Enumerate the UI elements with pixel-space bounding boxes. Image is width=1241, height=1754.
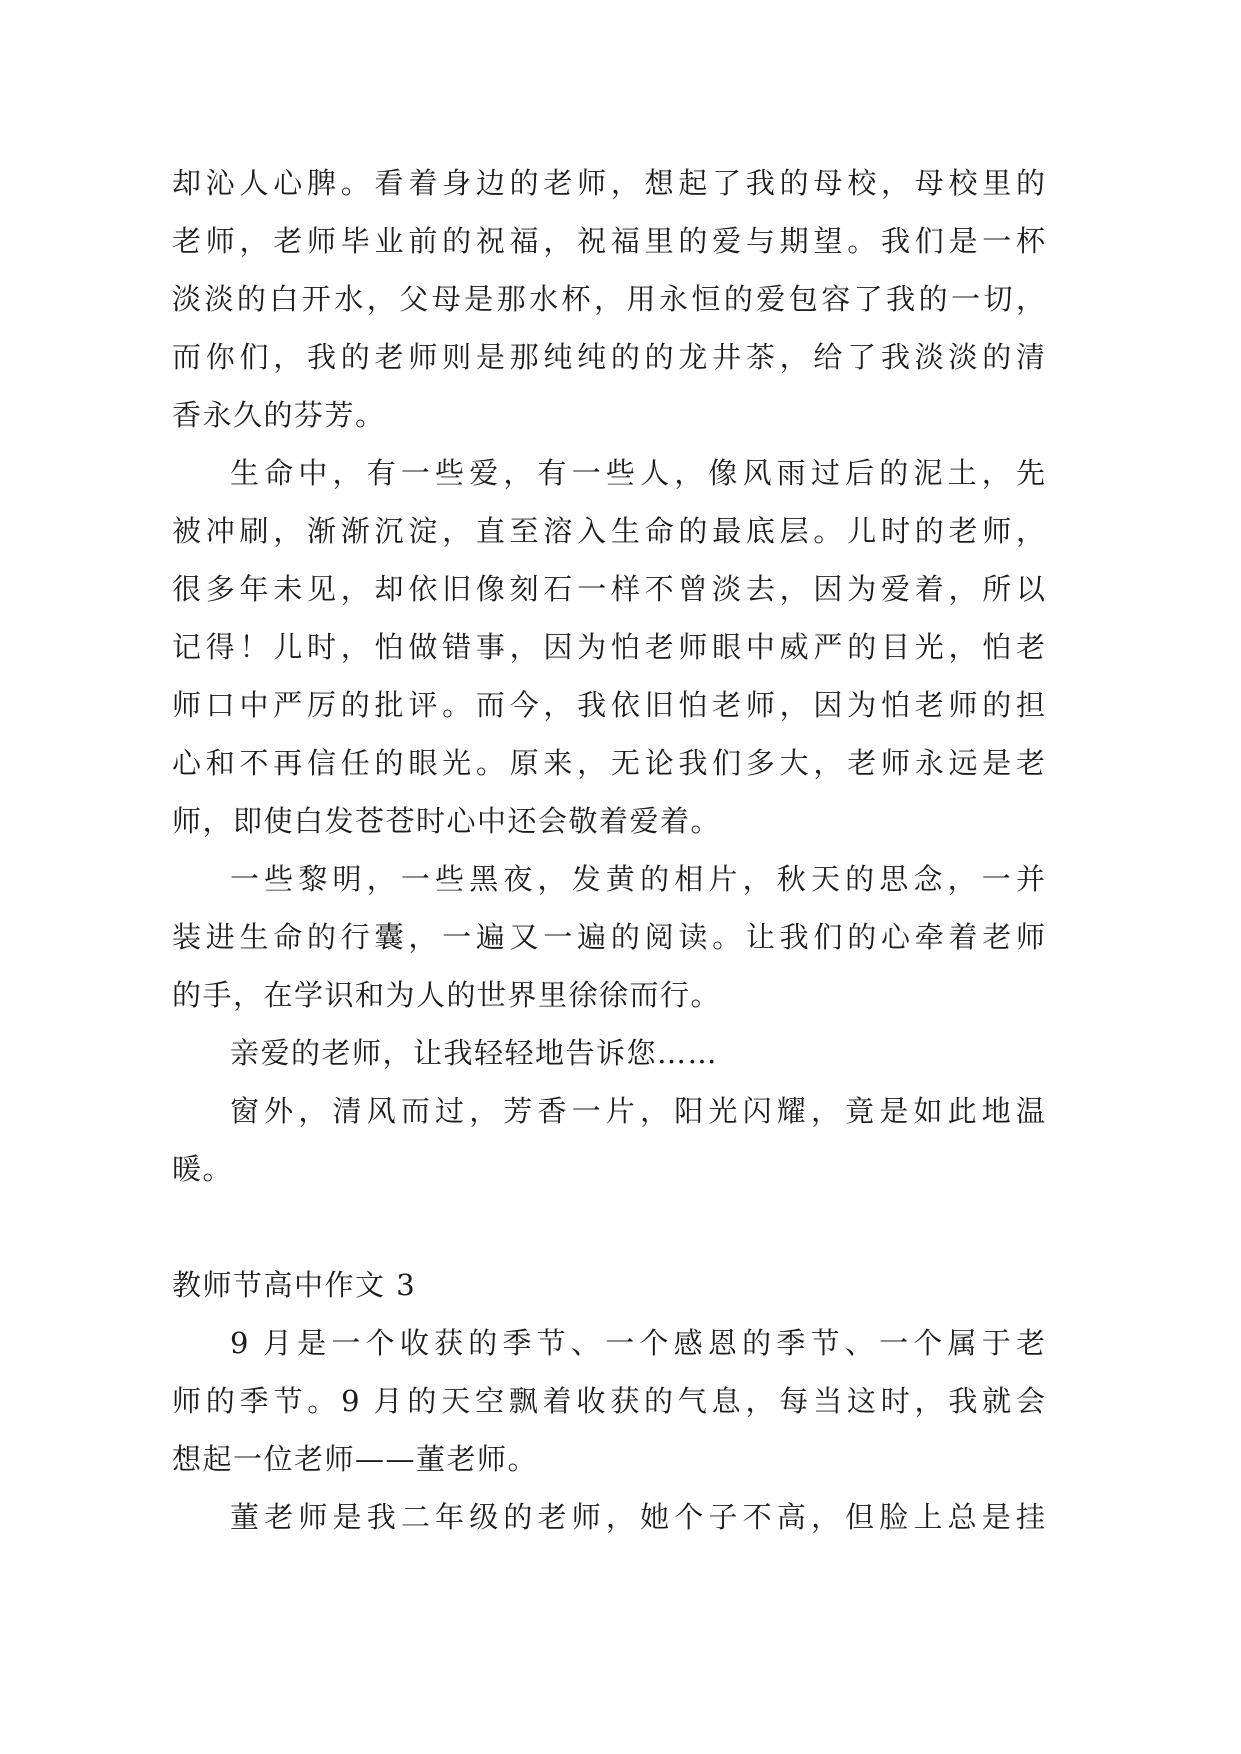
text-line: 师口中严厉的批评。而今，我依旧怕老师，因为怕老师的担 [172,688,1045,722]
text-line: 师，即使白发苍苍时心中还会敬着爱着。 [172,804,722,838]
paragraph [172,1024,1045,1082]
text-line: 一些黎明，一些黑夜，发黄的相片，秋天的思念，一并 [230,862,1045,896]
text-line: 而你们，我的老师则是那纯纯的的龙井茶，给了我淡淡的清 [172,340,1045,374]
text-line: 被冲刷，渐渐沉淀，直至溶入生命的最底层。儿时的老师， [172,514,1045,548]
blank-line [172,1198,1045,1256]
text-line: 香永久的芬芳。 [172,398,386,432]
text-line: 9 月是一个收获的季节、一个感恩的季节、一个属于老 [230,1326,1045,1360]
text-line: 记得！儿时，怕做错事，因为怕老师眼中威严的目光，怕老 [172,630,1045,664]
paragraph [172,444,1045,850]
text-line: 亲爱的老师，让我轻轻地告诉您…… [230,1036,719,1070]
text-line: 暖。 [172,1152,234,1186]
paragraph [172,1082,1045,1198]
text-line: 装进生命的行囊，一遍又一遍的阅读。让我们的心牵着老师 [172,920,1045,954]
text-line: 想起一位老师——董老师。 [172,1442,539,1476]
text-line: 窗外，清风而过，芳香一片，阳光闪耀，竟是如此地温 [230,1094,1045,1128]
document-body [172,154,1045,1546]
text-line: 董老师是我二年级的老师，她个子不高，但脸上总是挂 [230,1500,1045,1534]
text-line: 很多年未见，却依旧像刻石一样不曾淡去，因为爱着，所以 [172,572,1045,606]
paragraph [172,1488,1045,1546]
section-heading: 教师节高中作文 3 [172,1268,417,1302]
paragraph [172,1314,1045,1488]
text-line: 师的季节。9 月的天空飘着收获的气息，每当这时，我就会 [172,1384,1045,1418]
paragraph [172,154,1045,444]
text-line: 老师，老师毕业前的祝福，祝福里的爱与期望。我们是一杯 [172,224,1045,258]
text-line: 的手，在学识和为人的世界里徐徐而行。 [172,978,722,1012]
text-line: 却沁人心脾。看着身边的老师，想起了我的母校，母校里的 [172,166,1045,200]
text-line: 淡淡的白开水，父母是那水杯，用永恒的爱包容了我的一切， [172,282,1045,316]
paragraph [172,850,1045,1024]
text-line: 生命中，有一些爱，有一些人，像风雨过后的泥土，先 [230,456,1045,490]
text-line: 心和不再信任的眼光。原来，无论我们多大，老师永远是老 [172,746,1045,780]
